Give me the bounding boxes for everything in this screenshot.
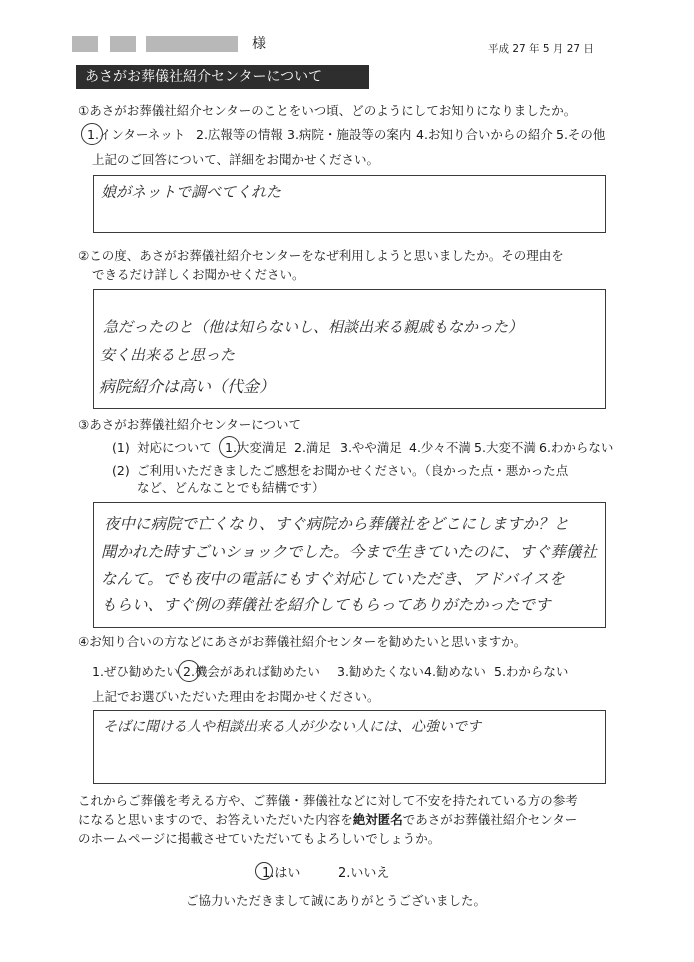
q1-option-5: 5.その他: [556, 127, 606, 142]
q3-option-2: 2.満足: [294, 440, 331, 455]
q2-answer-line-1: 急だったのと（他は知らないし、相談出来る親戚もなかった）: [103, 318, 524, 336]
q3-sub1-label: (1): [112, 440, 130, 455]
q4-option-5: 5.わからない: [494, 664, 569, 679]
q2-question-line1: ②この度、あさがお葬儀社紹介センターをなぜ利用しようと思いましたか。その理由を: [78, 248, 564, 263]
closing-line-3: のホームページに掲載させていただいてもよろしいでしょうか。: [78, 831, 441, 846]
q3-option-1: 1.大変満足: [225, 440, 287, 455]
consent-selected-circle: [255, 862, 273, 880]
consent-yes: 1.はい: [262, 866, 301, 881]
closing-line-2: [78, 812, 577, 828]
q1-handwritten-answer: 娘がネットで調べてくれた: [101, 183, 282, 201]
q1-detail-prompt: 上記のご回答について、詳細をお聞かせください。: [92, 152, 380, 167]
q1-option-4: 4.お知り合いからの紹介: [416, 127, 553, 142]
q4-selected-circle: [178, 660, 200, 682]
q3-option-6: 6.わからない: [539, 440, 614, 455]
q4-option-3: 3.勧めたくない: [337, 664, 424, 679]
q3-option-3: 3.やや満足: [340, 440, 402, 455]
closing-line-2-end: であさがお葬儀社紹介センター: [402, 812, 578, 827]
q1-option-2: 2.広報等の情報: [196, 127, 283, 142]
q2-answer-line-2: 安く出来ると思った: [100, 346, 236, 364]
q2-question-line2: できるだけ詳しくお聞かせください。: [92, 267, 305, 282]
q3-option-4: 4.少々不満: [409, 440, 471, 455]
q3-answer-line-1: 夜中に病院で亡くなり、すぐ病院から葬儀社をどこにしますか？と: [104, 515, 570, 533]
q3-selected-circle: [219, 436, 240, 458]
redacted-name-block-2: [110, 36, 136, 52]
thanks-message: ご協力いただきまして誠にありがとうございました。: [186, 893, 487, 908]
q4-question: ④お知り合いの方などにあさがお葬儀社紹介センターを勧めたいと思いますか。: [78, 634, 527, 649]
q1-question: ①あさがお葬儀社紹介センターのことをいつ頃、どのようにしてお知りになりましたか。: [78, 103, 577, 118]
redacted-name-block-1: [72, 36, 98, 52]
q3-answer-line-4: もらい、すぐ例の葬儀社を紹介してもらってありがたかったです: [101, 596, 551, 614]
q1-selected-circle: [81, 123, 103, 145]
q4-option-2: 2.機会があれば勧めたい: [183, 664, 320, 679]
q3-option-5: 5.大変不満: [474, 440, 536, 455]
q3-answer-line-3: なんて。でも夜中の電話にもすぐ対応していただき、アドバイスを: [101, 570, 565, 588]
closing-line-2-start: になると思いますので、お答えいただいた内容を: [78, 812, 353, 827]
q2-answer-line-3: 病院紹介は高い（代金）: [99, 377, 276, 396]
q3-sub2-label: (2): [112, 463, 130, 478]
q3-sub2-line1: ご利用いただきましたご感想をお聞かせください。（良かった点・悪かった点: [137, 463, 569, 478]
q1-option-1: 1.インターネット: [87, 127, 186, 142]
q4-option-1: 1.ぜひ勧めたい: [92, 664, 179, 679]
consent-no: 2.いいえ: [338, 866, 390, 881]
q3-answer-line-2: 聞かれた時すごいショックでした。今まで生きていたのに、すぐ葬儀社: [101, 543, 597, 561]
q3-question: ③あさがお葬儀社紹介センターについて: [78, 417, 301, 432]
q4-option-4: 4.勧めない: [424, 664, 486, 679]
q4-detail-prompt: 上記でお選びいただいた理由をお聞かせください。: [92, 689, 380, 704]
anonymous-emphasis: 絶対匿名: [352, 812, 403, 827]
section-title-bar: あさがお葬儀社紹介センターについて: [76, 65, 369, 89]
q4-handwritten-answer: そばに聞ける人や相談出来る人が少ない人には、心強いです: [103, 719, 481, 735]
redacted-name-block-3: [146, 36, 238, 52]
closing-line-1: これからご葬儀を考える方や、ご葬儀・葬儀社などに対して不安を持たれている方の参考: [78, 793, 578, 808]
q1-option-3: 3.病院・施設等の案内: [287, 127, 412, 142]
q3-sub1-text: 対応について: [137, 440, 212, 455]
q3-sub2-line2: など、どんなことでも結構です）: [137, 480, 325, 495]
survey-date: 平成 27 年 5 月 27 日: [488, 43, 594, 55]
recipient-suffix: 様: [252, 36, 266, 52]
